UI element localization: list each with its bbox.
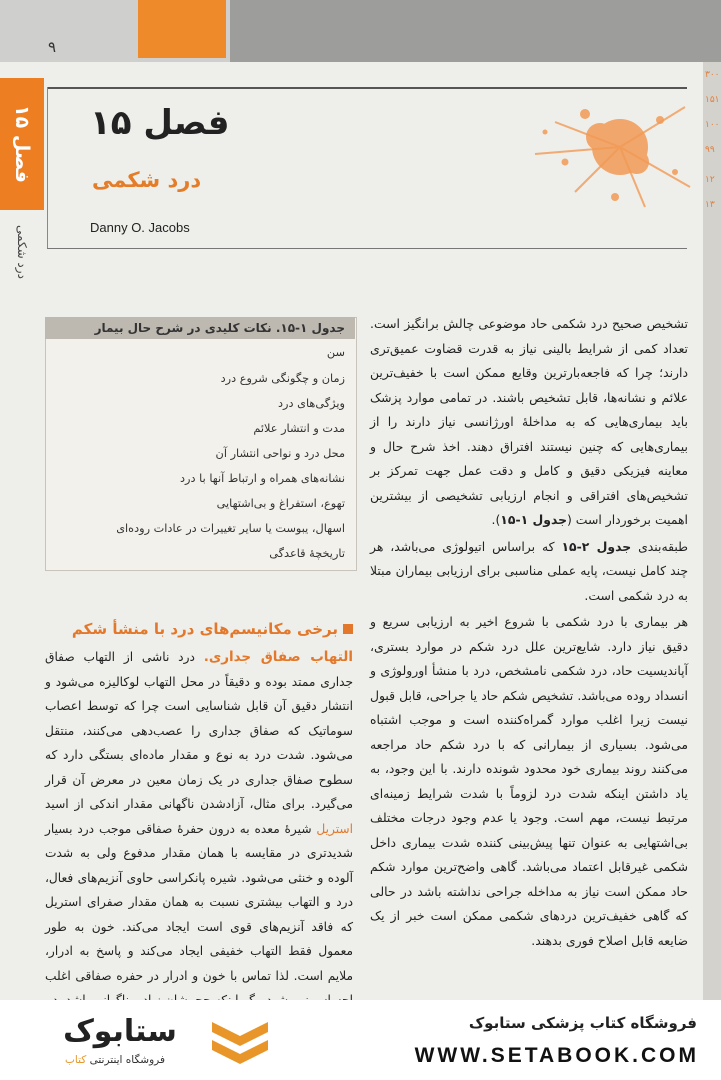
text-line: تشخیص صحیح درد شکمی حاد موضوعی چالش برانگیز است. [370,316,688,331]
edge-mark: ۱۵۱ [705,95,720,105]
header-rule-top [47,87,687,89]
text-line: صفاقی موجب درد بسیار شدیدتری در مقایسه با همان مقدار [45,821,353,860]
text-line: اینکه شدت درد لزوماً با شدت شرایط زمینه‌ای مرتبط نیست، [370,785,688,825]
header-left-line [47,87,48,249]
text-line: ). [491,512,501,527]
text-line: تعداد کمی از شرایط بالینی نیاز به قدرت قضاوت عمیق‌تری [370,340,688,356]
logo-sub-accent: کتاب [65,1054,87,1066]
left-column [45,645,353,1013]
edge-mark: ۱۳ [705,200,715,210]
top-grey-area [230,0,721,62]
text-line: نیست زیرا اغلب موارد گمراه‌کننده است و موجب اشتباه می‌شود. [370,712,688,752]
text-line: طبقه‌بندی [631,538,689,554]
text-line: نیاز به مداخله جراحی نداشته باشد در حالی که گاهی خفیف‌ترین [370,883,688,923]
setabook-chevron-logo-icon [208,1018,272,1070]
text-line: هر بیماری با درد شکمی با شروع اخیر به ارزیابی سریع و [370,614,688,629]
paragraph-evaluation [370,610,688,953]
side-running-title-wrap [2,212,42,292]
table-row: سن [326,346,345,359]
text-line: بیماری‌هایی که چنین نیستند افتراق دهند. اخذ شرح حال و [370,438,688,454]
text-line: علائم و نشانه‌ها، قابل تشخیص باشند. در تمامی موارد پزشک [370,389,688,405]
setabook-logo-subtitle [40,1054,190,1066]
text-line: انسداد روده می‌باشد. تشخیص شکم حاد یا جراحی، قابل قبول [370,687,688,703]
text-line: تشخیص‌های افتراقی و انجام ارزیابی تشخیصی از بیشترین [370,487,688,503]
text-line: اعتماد می‌باشد. گاهی واضح‌ترین موارد شکم حاد ممکن است [370,859,688,899]
text-line: خون به طور معمول فقط التهاب خفیفی ایجاد می‌کند و پاسخ به [45,919,353,958]
text-line: به نوع و مقدار ماده‌ای بستگی دارد که سطوح صفاق جداری در [45,748,354,787]
table-ref: جدول ۲-۱۵ [561,538,632,554]
top-orange-block [138,0,226,58]
chapter-subtitle: درد شکمی [92,168,202,192]
text-line: دقیق نیاز دارد. شایع‌ترین علل درد شکم در موارد بستری، [370,638,688,654]
table-ref: جدول ۱-۱۵ [500,512,568,527]
logo-sub-part: فروشگاه اینترنتی [86,1054,165,1066]
text-line: درد ناشی از التهاب صفاق جداری [45,650,354,689]
side-running-title: درد شکمی [15,225,29,279]
edge-mark: ۱۲ [705,175,715,185]
table-row: زمان و چگونگی شروع درد [220,372,345,385]
text-line: آپاندیسیت حاد، درد شکمی نامشخص، درد با منشأ اورولوژی و [370,663,688,678]
ink-splash-icon [525,92,695,212]
text-line: یک زمان معین در معرض آن قرار می‌گیرد. برای مثال، آزادشدن [45,772,354,811]
text-line: دردهای شکمی ممکن است خبر از یک ضایعه قابل اصلاح [370,908,688,948]
table-row: محل درد و نواحی انتشار آن [215,447,345,460]
chapter-tab-label-wrap [0,78,44,210]
text-line: اهمیت برخوردار است ( [567,512,688,527]
text-line: معاینه فیزیکی دقیق و کامل و دقت عمل جهت تمرکز بر [370,463,688,478]
table-row: نشانه‌های همراه و ارتباط آنها با درد [180,472,345,485]
text-line: مهم است. وجود یا عدم وجود درجات مختلف بی‌اشتهایی به [370,810,688,850]
text-line: بیماری خود محدود شونده دارند. با این وجود، به یاد داشتن [370,761,688,801]
text-line: مقدار صفرای استریل که فاقد آنزیم‌های قوی است ایجاد می‌کند. [45,895,353,934]
highlighted-word: استریل [316,821,353,836]
table-row: تاریخچهٔ قاعدگی [269,547,345,560]
right-column [370,312,688,953]
paragraph-parietal-peritonitis [45,645,353,1013]
table-row: مدت و انتشار علائم [253,422,345,435]
text-line: حاوی آنزیم‌های فعال، درد و التهاب بیشتری نسبت به همان [45,870,353,909]
section-heading-text: برخی مکانیسم‌های درد با منشأ شکم [71,620,338,638]
text-line: آن قابل شناسایی است چرا که توسط اعصاب سوماتیک که [45,699,353,738]
edge-mark: ۱۰۰ [705,120,720,130]
text-line: باید بیماری‌هایی که به مداخلهٔ اورژانسی نیاز دارند را از [370,414,688,429]
text-line: شیرهٔ معده به درون حفرهٔ [177,821,317,836]
top-page-number: ۹ [48,38,57,56]
section-heading [45,620,353,638]
table-title: جدول ۱-۱۵. نکات کلیدی در شرح حال بیمار [45,317,355,339]
text-line: ادرار، ملایم است. لذا تماس با خون و ادرار در حفره صفاقی اغلب [45,944,353,983]
store-title: فروشگاه کتاب پزشکی ستابوک [468,1014,697,1032]
text-line: عنوان تنها پیش‌بینی کننده شدت بیماری داخل شکمی غیرقابل [370,834,688,874]
chapter-tab-label: فصل ۱۵ [11,105,33,183]
text-line: به درد شکمی است. [584,587,688,603]
text-line: مدفوع ولی به شدت آلوده و خنثی می‌شود. شیره پانکراسی [45,846,353,885]
header-rule-bottom [47,248,687,249]
table-row: اسهال، یبوست یا سایر تغییرات در عادات روده‌ای [116,522,345,535]
text-line: که براساس اتیولوژی می‌باشد، هر [370,538,562,554]
setabook-logo-text: ستابوک [63,1014,177,1049]
chapter-title: فصل ۱۵ [90,103,230,143]
square-bullet-icon [343,624,353,634]
store-url[interactable]: WWW.SETABOOK.COM [414,1044,699,1067]
subheading: التهاب صفاق جداری. [203,649,353,665]
table-row: تهوع، استفراغ و بی‌اشتهایی [216,497,345,510]
text-line: صفاق جداری را عصب‌دهی می‌کنند، منتقل می‌شود. شدت درد [45,723,354,762]
text-line: ممتد بوده و دقیقاً در محل التهاب لوکالیزه می‌شود و انتشار دقیق [45,674,354,713]
text-line: دارند؛ چرا که فاجعه‌بارترین وقایع ممکن است با خفیف‌ترین [370,365,688,380]
text-line: چند کامل نیست، پایه عملی مناسبی برای ارزیابی بیماران مبتلا [370,563,688,578]
text-line: بسیاری از بیمارانی که با درد شکم حاد مراجعه می‌کنند روند [370,736,688,776]
chapter-author: Danny O. Jacobs [90,220,190,235]
paragraph-classification [370,535,688,609]
edge-mark: ۳۰۰ [705,70,720,80]
text-line: فوری بدهند. [531,932,594,948]
table-row: ویژگی‌های درد [278,397,345,410]
paragraph-intro [370,312,688,533]
edge-mark: ۹۹ [705,145,715,155]
text-line: ناگهانی مقدار اندکی از اسید [45,797,195,811]
